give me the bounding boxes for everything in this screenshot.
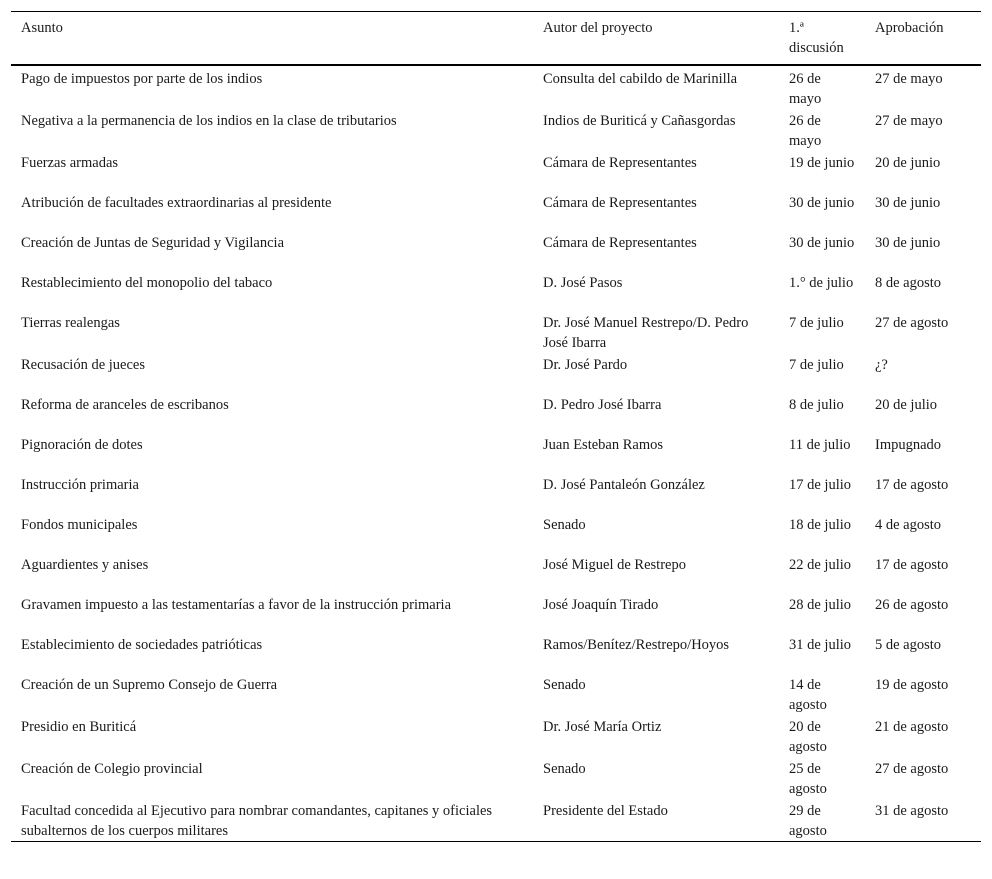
cell-asunto: Tierras realengas (21, 315, 120, 331)
cell-aprobacion: ¿? (875, 357, 888, 373)
cell-asunto: Creación de Juntas de Seguridad y Vigilancia (21, 235, 285, 251)
cell-primera-discusion: 7 de julio (789, 315, 844, 331)
cell-autor: Cámara de Representantes (543, 155, 697, 171)
cell-primera-discusion: 18 de julio (789, 517, 852, 533)
table-row (11, 65, 981, 109)
cell-autor: D. José Pantaleón González (543, 477, 705, 493)
laws-table (11, 11, 981, 842)
cell-autor: Senado (543, 761, 586, 777)
header-asunto: Asunto (21, 20, 63, 36)
cell-asunto: Creación de un Supremo Consejo de Guerra (21, 677, 278, 693)
cell-primera-discusion: 20 de agosto (789, 719, 827, 755)
table-row (11, 311, 981, 353)
cell-autor: D. Pedro José Ibarra (543, 397, 662, 413)
table-row (11, 271, 981, 311)
cell-primera-discusion: 19 de junio (789, 155, 855, 171)
table-container (11, 11, 981, 842)
table-row (11, 799, 981, 842)
cell-autor: Presidente del Estado (543, 803, 668, 819)
cell-primera-discusion: 25 de agosto (789, 761, 827, 797)
cell-primera-discusion: 30 de junio (789, 195, 855, 211)
cell-asunto: Restablecimiento del monopolio del tabaco (21, 275, 273, 291)
table-row (11, 231, 981, 271)
cell-primera-discusion: 17 de julio (789, 477, 852, 493)
table-row (11, 757, 981, 799)
cell-aprobacion: 5 de agosto (875, 637, 942, 653)
cell-aprobacion: 31 de agosto (875, 803, 949, 819)
cell-primera-discusion: 28 de julio (789, 597, 852, 613)
table-row (11, 353, 981, 393)
cell-primera-discusion: 26 de mayo (789, 71, 822, 107)
cell-asunto: Recusación de jueces (21, 357, 146, 373)
cell-primera-discusion: 7 de julio (789, 357, 844, 373)
cell-primera-discusion: 30 de junio (789, 235, 855, 251)
table-row (11, 151, 981, 191)
cell-aprobacion: 4 de agosto (875, 517, 942, 533)
cell-aprobacion: 30 de junio (875, 235, 941, 251)
cell-asunto: Instrucción primaria (21, 477, 139, 493)
cell-aprobacion: 17 de agosto (875, 477, 949, 493)
cell-aprobacion: 17 de agosto (875, 557, 949, 573)
cell-asunto: Aguardientes y anises (21, 557, 149, 573)
cell-primera-discusion: 14 de agosto (789, 677, 827, 713)
table-row (11, 109, 981, 151)
cell-aprobacion: 21 de agosto (875, 719, 949, 735)
cell-asunto: Creación de Colegio provincial (21, 761, 203, 777)
cell-autor: Senado (543, 517, 586, 533)
cell-autor: José Miguel de Restrepo (543, 557, 686, 573)
cell-autor: José Joaquín Tirado (543, 597, 659, 613)
cell-asunto: Pignoración de dotes (21, 437, 143, 453)
table-row (11, 673, 981, 715)
cell-autor: Dr. José María Ortiz (543, 719, 662, 735)
cell-aprobacion: 26 de agosto (875, 597, 949, 613)
cell-aprobacion: 20 de junio (875, 155, 941, 171)
cell-primera-discusion: 1.° de julio (789, 275, 854, 291)
header-primera-discusion: 1.ª discusión (789, 20, 844, 56)
table-header (11, 12, 981, 66)
cell-autor: Ramos/Benítez/Restrepo/Hoyos (543, 637, 730, 653)
cell-primera-discusion: 11 de julio (789, 437, 851, 453)
cell-asunto: Negativa a la permanencia de los indios en la clase de tributarios (21, 113, 397, 129)
cell-aprobacion: 27 de mayo (875, 113, 943, 129)
table-row (11, 715, 981, 757)
cell-aprobacion: Impugnado (875, 437, 942, 453)
cell-asunto: Facultad concedida al Ejecutivo para nombrar comandantes, capitanes y oficiales subalternos de los cuerpos militares (21, 803, 493, 839)
cell-aprobacion: 30 de junio (875, 195, 941, 211)
cell-asunto: Gravamen impuesto a las testamentarías a favor de la instrucción primaria (21, 597, 452, 613)
cell-autor: Consulta del cabildo de Marinilla (543, 71, 738, 87)
cell-autor: Senado (543, 677, 586, 693)
cell-asunto: Establecimiento de sociedades patrióticas (21, 637, 263, 653)
header-autor: Autor del proyecto (543, 20, 653, 36)
cell-aprobacion: 8 de agosto (875, 275, 942, 291)
cell-primera-discusion: 8 de julio (789, 397, 844, 413)
cell-autor: Dr. José Manuel Restrepo/D. Pedro José Ibarra (543, 315, 749, 351)
cell-autor: D. José Pasos (543, 275, 623, 291)
header-row (11, 12, 981, 66)
cell-primera-discusion: 31 de julio (789, 637, 852, 653)
cell-asunto: Fuerzas armadas (21, 155, 119, 171)
table-row (11, 393, 981, 433)
cell-asunto: Fondos municipales (21, 517, 138, 533)
cell-aprobacion: 20 de julio (875, 397, 938, 413)
cell-primera-discusion: 22 de julio (789, 557, 852, 573)
cell-autor: Indios de Buriticá y Cañasgordas (543, 113, 736, 129)
cell-primera-discusion: 29 de agosto (789, 803, 827, 839)
table-row (11, 473, 981, 513)
cell-asunto: Presidio en Buriticá (21, 719, 137, 735)
cell-asunto: Reforma de aranceles de escribanos (21, 397, 229, 413)
cell-aprobacion: 27 de agosto (875, 761, 949, 777)
table-row (11, 593, 981, 633)
cell-aprobacion: 27 de agosto (875, 315, 949, 331)
table-body (11, 65, 981, 842)
cell-autor: Cámara de Representantes (543, 195, 697, 211)
cell-primera-discusion: 26 de mayo (789, 113, 822, 149)
table-row (11, 633, 981, 673)
table-row (11, 191, 981, 231)
table-row (11, 553, 981, 593)
cell-autor: Dr. José Pardo (543, 357, 628, 373)
header-aprobacion: Aprobación (875, 20, 944, 36)
cell-autor: Cámara de Representantes (543, 235, 697, 251)
table-row (11, 433, 981, 473)
cell-asunto: Atribución de facultades extraordinarias al presidente (21, 195, 332, 211)
cell-aprobacion: 27 de mayo (875, 71, 943, 87)
cell-aprobacion: 19 de agosto (875, 677, 949, 693)
cell-asunto: Pago de impuestos por parte de los indios (21, 71, 263, 87)
table-row (11, 513, 981, 553)
cell-autor: Juan Esteban Ramos (543, 437, 664, 453)
